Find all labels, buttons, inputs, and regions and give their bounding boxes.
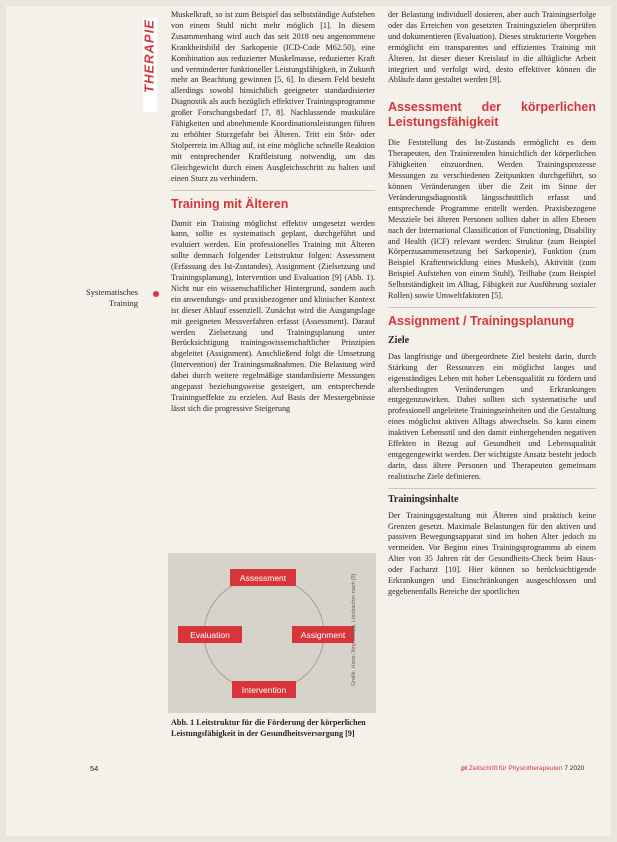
paragraph-intro: Muskelkraft, so ist zum Beispiel das selbstständige Aufstehen von einem Stuhl nicht mehr möglich [1]. In diesem Zusammenhang wird auch das seit 2018 neu angenommene Krankheitsbild der Sarkopenie (ICD-Code M62.50), eine Kombination aus reduzierter Muskelmasse, reduzierter Kraft und verminderter funktioneller Leistungsfähigkeit, in Zukunft mehr an Beachtung gewinnen [5, 6]. In diesem Feld besteht allerdings sowohl hinsichtlich geeigneter standardisierter Diagnostik als auch bezüglich effektiver Trainingsprogramme großer Forschungsbedarf [7, 8]. Nachlassende muskuläre Fähigkeiten und abnehmende Koordinationsleistungen führen zu erhöhter Sturzgefahr bei Älteren. Tritt ein Stör- oder Stolperreiz im Alltag auf, ist eine mögliche schnelle Reaktion mit entsprechender Kraftleistung notwendig, um das Gleichgewicht durch einen Ausgleichsschritt zu halten und einen Sturz zu verhindern. xyxy=(171,10,375,183)
footer xyxy=(461,765,584,772)
right-column xyxy=(388,10,596,598)
paragraph-continued: der Belastung individuell dosieren, aber auch Trainingserfolge oder das Erreichen von gesetzten Trainingszielen überprüfen und dokumentieren (Evaluation). Dieses strukturierte Vorgehen ermöglicht ein transparentes und effizientes Training mit Älteren. Ist dieser dieser Kreislauf in die alltägliche Arbeit integriert und verfolgt wird, desto effektiver können die Abläufe dann gestaltet werden [9]. xyxy=(388,10,596,85)
divider xyxy=(388,307,596,308)
paragraph-trainingsinhalte: Der Trainingsgestaltung mit Älteren sind praktisch keine Grenzen gesetzt. Maximale Belastungen für den aktiven und passiven Bewegungsapparat sind im hohen Alter jedoch zu vermeiden. Vor Beginn eines Trainingsprogramms ab einem Alter von 35 Jahren rät der Gesundheits-Check beim Haus- oder Facharzt [10]. Hier können so berücksichtigende Erkrankungen und Einschränkungen ausgeschlossen und gegebenenfalls Bereiche der sportlichen xyxy=(388,510,596,596)
footer-journal: Zeitschrift für Physiotherapeuten xyxy=(468,765,563,772)
paragraph-assessment: Die Feststellung des Ist-Zustands ermöglicht es dem Therapeuten, den Trainierenden hinsichtlich der körperlichen Fähigkeiten einzuordnen. Werden Trainingsprozesse Messungen zu verschiedenen Zeitpunkten durchgeführt, so können Veränderungen über die Zeit im Sinne der Veränderungsdiagnostik längsschnittlich erfasst und entsprechende Programme erstellt werden. Praxisbezogene Messziele bei älteren Personen sollten daher in allen Ebenen nach der International Classification of Functioning, Disability and Health (ICF) relevant werden: Struktur (zum Beispiel Körperzusammensetzung bei Sarkopenie), Funktion (zum Beispiel Kraftentwicklung eines Muskels), Aktivität (zum Beispiel Aufstehen von einem Stuhl), Teilhabe (zum Beispiel Selbstständigkeit im Alltag, Fähigkeit zur Ausführung sozialer Rollen) sowie Umweltfaktoren [5]. xyxy=(388,138,596,301)
box-assignment: Assignment xyxy=(292,626,354,643)
footer-issue: 7 2020 xyxy=(564,765,585,772)
figure-caption: Abb. 1 Leitstruktur für die Förderung der körperlichen Leistungsfähigkeit in der Gesundheitsversorgung [9] xyxy=(171,718,366,738)
section-label: THERAPIE xyxy=(141,19,157,93)
divider xyxy=(171,190,375,191)
heading-ziele: Ziele xyxy=(388,334,410,346)
left-column xyxy=(171,10,375,415)
figure-1 xyxy=(168,553,376,713)
heading-training: Training mit Älteren xyxy=(171,196,289,211)
heading-assignment: Assignment / Trainingsplanung xyxy=(388,313,575,328)
figure-credit: Grafik: Hans-Jörg Gaupp, Lienbacher nach [9] xyxy=(351,573,357,687)
heading-trainingsinhalte: Trainingsinhalte xyxy=(388,493,459,505)
divider xyxy=(388,488,596,489)
box-intervention: Intervention xyxy=(232,681,296,698)
side-note: Systematisches Training xyxy=(86,287,138,308)
paragraph-training: Damit ein Training möglichst effektiv umgesetzt werden kann, sollte es systematisch geplant, durchgeführt und evaluiert werden. Ein professionelles Training mit Älteren sollte demnach folgender Leitstruktur folgen: Assessment (Erfassung des Ist-Zustandes), Assignment (Zielsetzung und Trainingsplanung), Intervention und Evaluation [9] (Abb. 1). Nicht nur ein wissenschaftlicher Hintergrund, sondern auch ein anwendungs- und praxisbezogener und klinischer Kontext ist dieser Ablauf essenziell. Zunächst wird die Ausgangslage mit geeigneten Messverfahren erfasst (Assessment). Darauf werden Zielsetzung und Trainingsplanung unter Berücksichtigung trainingswissenschaftlicher Prinzipien abgeleitet (Assignment). Anschließend folgt die Umsetzung (Intervention) der Trainingsmaßnahmen. Die Belastung wird dabei durch weitere regelmäßige standardisierte Messungen angepasst beziehungsweise gesteigert, um entsprechende Trainingseffekte zu erzielen. Auf Basis der Messergebnisse lässt sich die progressive Steigerung xyxy=(171,218,375,413)
footer-brand: pt xyxy=(461,765,468,772)
paragraph-ziele: Das langfristige und übergeordnete Ziel besteht darin, durch Stärkung der Ressourcen ein möglichst langes und eigenständiges Leben mit hoher Lebensqualität zu fördern und altersbedingten Veränderungen und Erkrankungen entgegenzuwirken. Dabei sollten sich systematische und professionell angeleitete Trainingseinheiten und die Gestaltung eines möglichst aktiven Alltags abwechseln. So kann einem inaktiven Lebensstil und den damit einhergehenden negativen Effekten in Bezug auf Gesundheit und Lebensqualität entgegengewirkt werden. Der wichtigste Ansatz besteht jedoch darin, dass ältere Personen und Therapeuten gemeinsam realistische Ziele definieren. xyxy=(388,351,596,481)
box-assessment: Assessment xyxy=(230,569,296,586)
box-evaluation: Evaluation xyxy=(178,626,242,643)
bullet-dot xyxy=(153,291,159,297)
heading-assessment: Assessment der körperlichen Leistungsfähigkeit xyxy=(388,100,596,130)
page-number: 54 xyxy=(90,764,99,773)
